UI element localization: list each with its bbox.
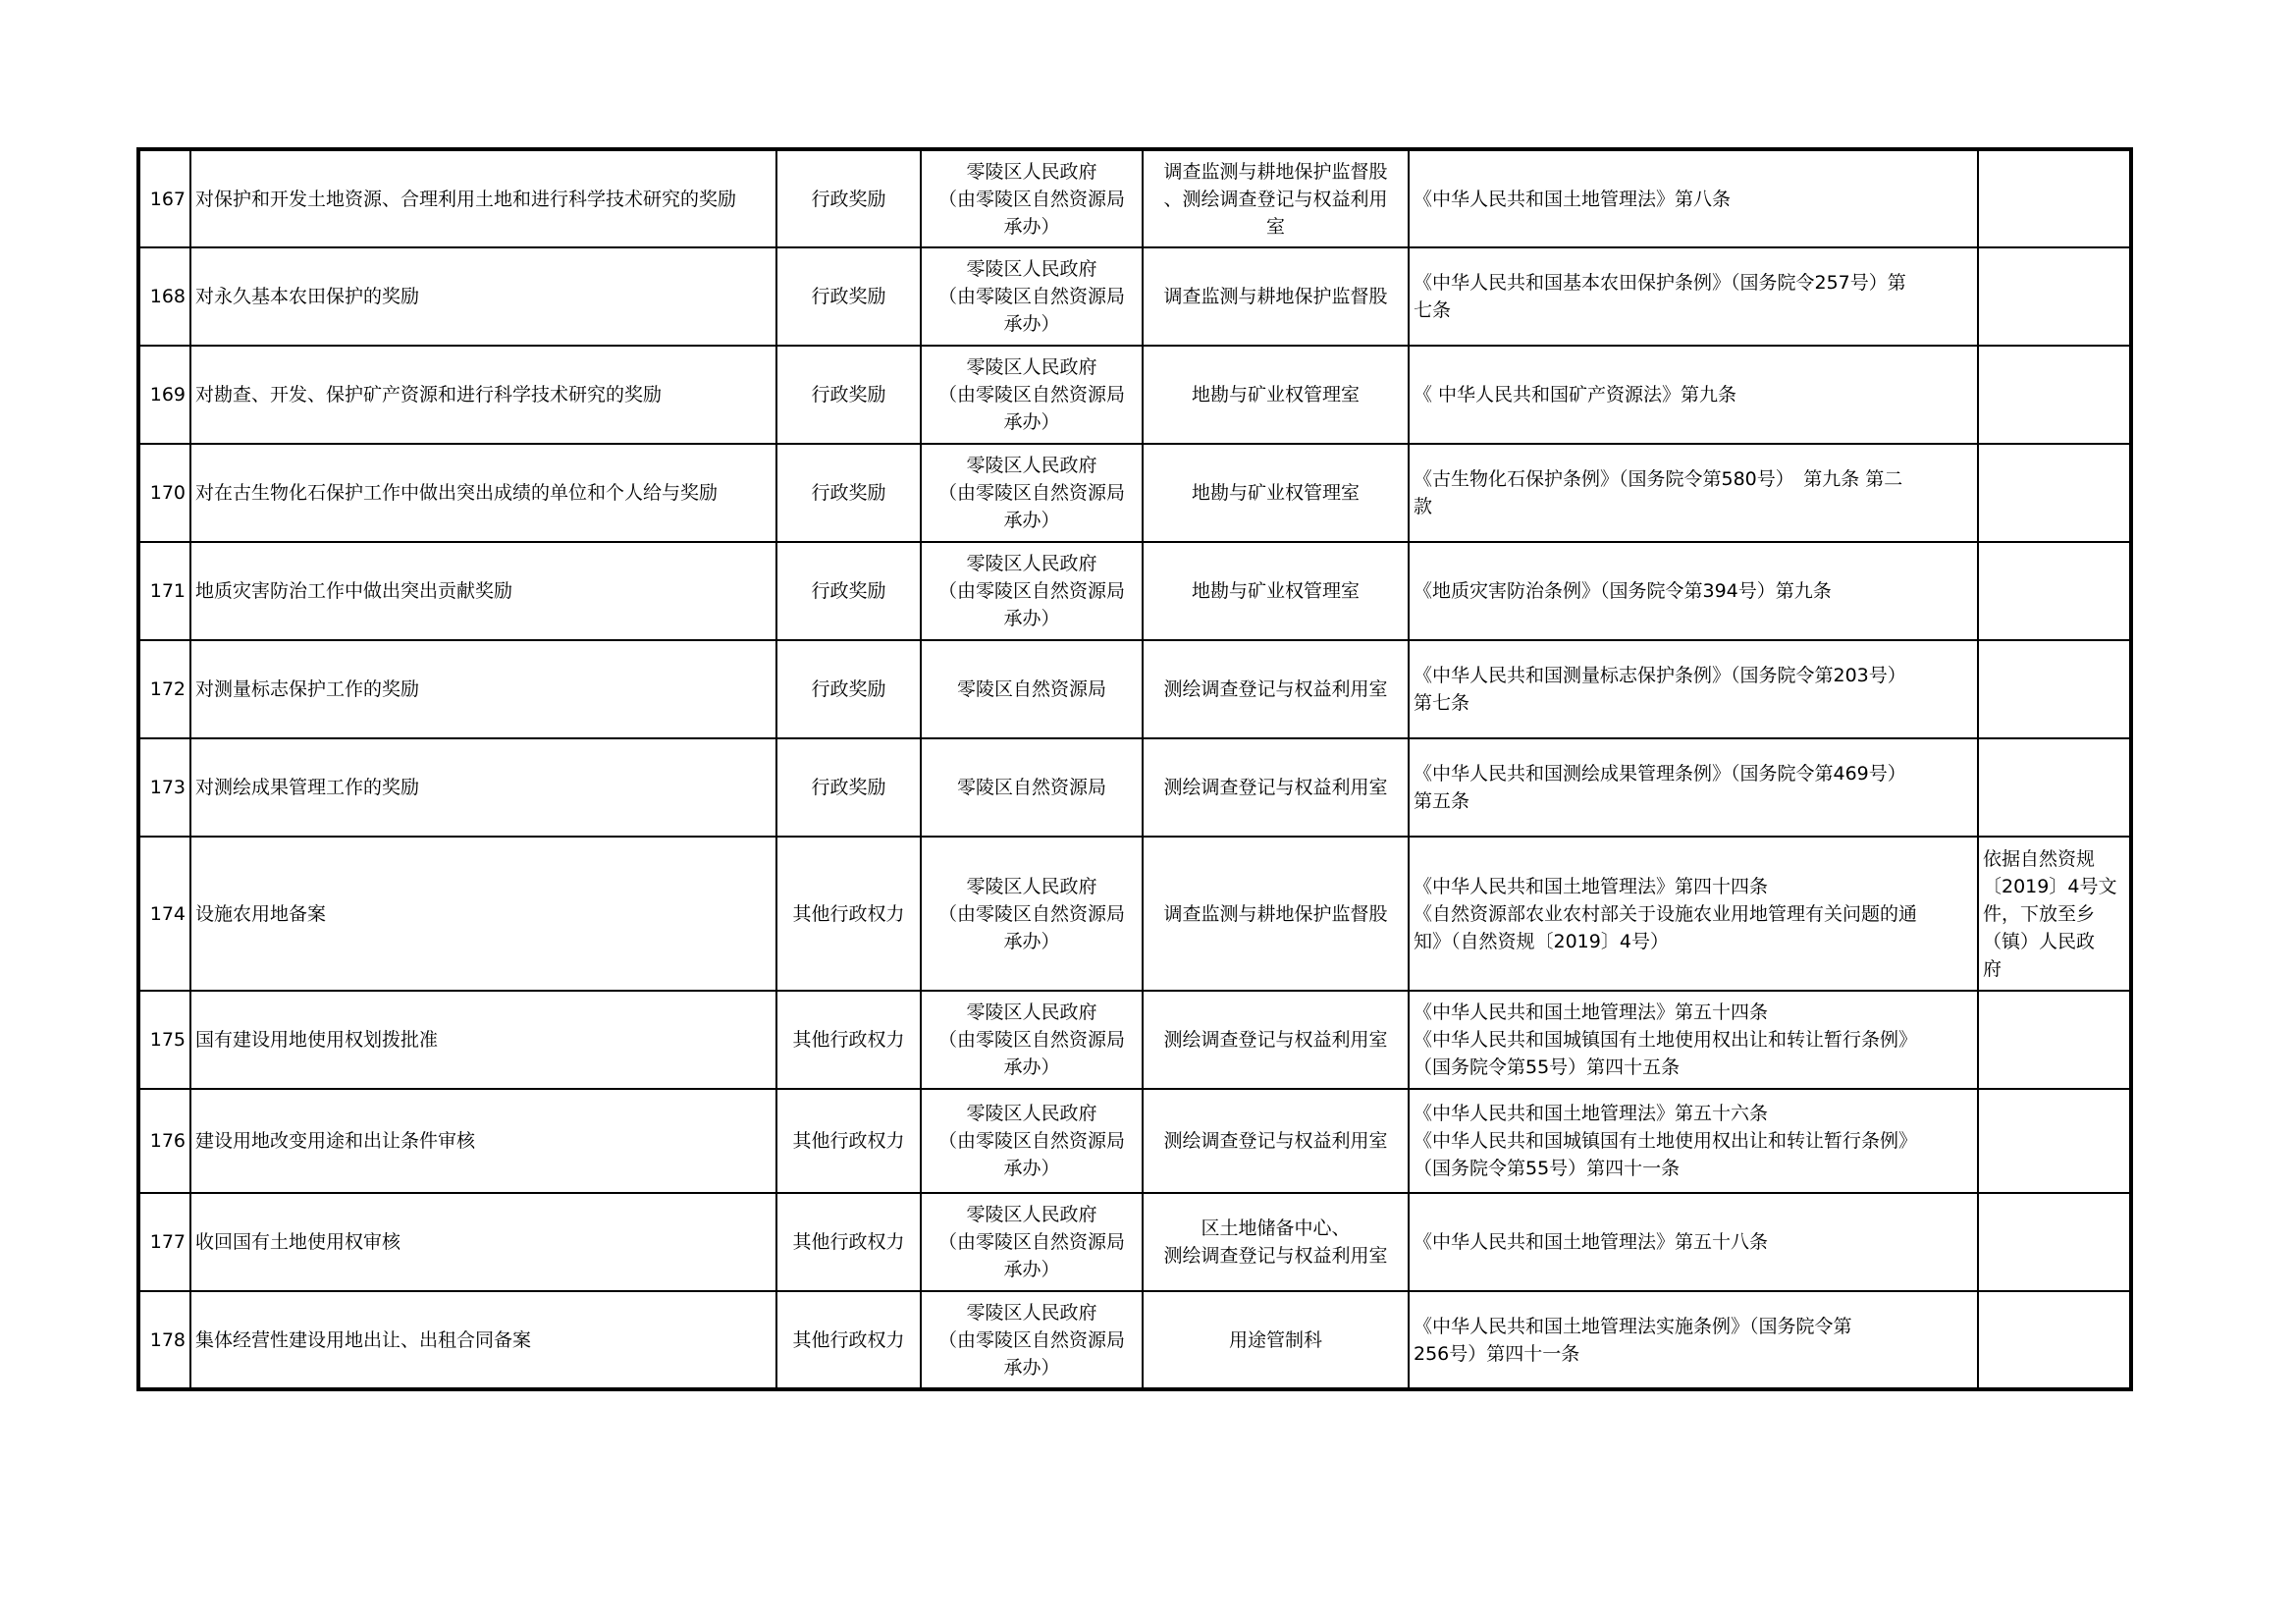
cell-text-line: （国务院令第55号）第四十一条: [1414, 1158, 1681, 1179]
power-type-cell: 行政奖励: [776, 247, 921, 346]
implementing-subject-cell: [921, 738, 1143, 837]
responsible-office-cell: [1143, 542, 1409, 640]
cell-text-line: 承办）: [1003, 930, 1060, 952]
legal-basis-cell: [1409, 837, 1978, 991]
cell-text-line: 《中华人民共和国土地管理法》第五十四条: [1414, 1001, 1769, 1023]
cell-text-line: 《中华人民共和国土地管理法》第四十四条: [1414, 875, 1769, 897]
item-name-cell: 对在古生物化石保护工作中做出突出成绩的单位和个人给与奖励: [190, 444, 776, 542]
table-row: [138, 837, 2131, 991]
item-name-cell: 对勘查、开发、保护矿产资源和进行科学技术研究的奖励: [190, 346, 776, 444]
responsible-office-cell: [1143, 247, 1409, 346]
cell-text-line: （由零陵区自然资源局: [937, 580, 1125, 602]
legal-basis-cell: [1409, 247, 1978, 346]
seq-cell: 176: [138, 1089, 190, 1193]
responsible-office-cell: [1143, 346, 1409, 444]
power-type-cell: 其他行政权力: [776, 991, 921, 1089]
cell-text-line: 《中华人民共和国城镇国有土地使用权出让和转让暂行条例》: [1414, 1130, 1918, 1152]
power-type-cell: 行政奖励: [776, 542, 921, 640]
cell-text-line: 测绘调查登记与权益利用室: [1163, 678, 1388, 700]
cell-text-line: 《中华人民共和国土地管理法》第五十八条: [1414, 1231, 1769, 1253]
cell-text-line: 区土地储备中心、: [1201, 1218, 1351, 1239]
cell-text-line: 《古生物化石保护条例》（国务院令第580号） 第九条 第二: [1414, 468, 1903, 490]
power-type-cell: 行政奖励: [776, 640, 921, 738]
cell-text-line: 调查监测与耕地保护监督股: [1163, 286, 1388, 307]
power-type-cell: 其他行政权力: [776, 837, 921, 991]
power-type-cell: 行政奖励: [776, 149, 921, 247]
table-body: [138, 149, 2131, 1389]
table-row: [138, 738, 2131, 837]
seq-cell: 175: [138, 991, 190, 1089]
cell-text-line: 地勘与矿业权管理室: [1191, 384, 1360, 406]
cell-text-line: 地勘与矿业权管理室: [1191, 580, 1360, 602]
cell-text-line: 零陵区人民政府: [966, 1103, 1097, 1124]
cell-text-line: 、测绘调查登记与权益利用: [1163, 188, 1388, 210]
seq-cell: 173: [138, 738, 190, 837]
remark-cell: [1978, 542, 2131, 640]
seq-cell: 178: [138, 1291, 190, 1389]
cell-text-line: 《中华人民共和国土地管理法实施条例》（国务院令第: [1414, 1315, 1852, 1337]
seq-cell: 172: [138, 640, 190, 738]
power-list-table: [136, 147, 2133, 1391]
cell-text-line: 地勘与矿业权管理室: [1191, 482, 1360, 504]
cell-text-line: 七条: [1414, 299, 1452, 321]
item-name-cell: 对保护和开发土地资源、合理利用土地和进行科学技术研究的奖励: [190, 149, 776, 247]
table-row: [138, 1193, 2131, 1291]
cell-text-line: 承办）: [1003, 1356, 1060, 1379]
power-type-cell: 其他行政权力: [776, 1089, 921, 1193]
remark-cell: [1978, 346, 2131, 444]
cell-text-line: 《中华人民共和国基本农田保护条例》（国务院令257号）第: [1414, 272, 1906, 294]
cell-text-line: （由零陵区自然资源局: [937, 1328, 1125, 1351]
item-name-cell: 对测量标志保护工作的奖励: [190, 640, 776, 738]
cell-text-line: 零陵区人民政府: [966, 258, 1097, 280]
cell-text-line: 调查监测与耕地保护监督股: [1163, 160, 1388, 183]
power-type-cell: 其他行政权力: [776, 1193, 921, 1291]
cell-text-line: 256号）第四十一条: [1414, 1342, 1580, 1365]
power-type-cell: 行政奖励: [776, 738, 921, 837]
seq-cell: 168: [138, 247, 190, 346]
cell-text-line: 零陵区人民政府: [966, 875, 1097, 897]
responsible-office-cell: [1143, 640, 1409, 738]
cell-text-line: 承办）: [1003, 411, 1060, 433]
responsible-office-cell: [1143, 738, 1409, 837]
cell-text-line: 零陵区人民政府: [966, 455, 1097, 476]
cell-text-line: 《中华人民共和国土地管理法》第八条: [1414, 188, 1732, 210]
cell-text-line: 承办）: [1003, 1259, 1060, 1280]
remark-cell: [1978, 149, 2131, 247]
cell-text-line: 测绘调查登记与权益利用室: [1163, 1245, 1388, 1267]
item-name-cell: 地质灾害防治工作中做出突出贡献奖励: [190, 542, 776, 640]
legal-basis-cell: [1409, 1193, 1978, 1291]
table-row: [138, 1089, 2131, 1193]
cell-text-line: 零陵区人民政府: [966, 160, 1097, 183]
cell-text-line: （由零陵区自然资源局: [937, 1029, 1125, 1051]
remark-cell: [1978, 444, 2131, 542]
cell-text-line: 《自然资源部农业农村部关于设施农业用地管理有关问题的通: [1414, 902, 1918, 925]
table-row: [138, 444, 2131, 542]
cell-text-line: 测绘调查登记与权益利用室: [1163, 1029, 1388, 1051]
legal-basis-cell: [1409, 738, 1978, 837]
responsible-office-cell: [1143, 1193, 1409, 1291]
implementing-subject-cell: [921, 1089, 1143, 1193]
cell-text-line: 款: [1414, 496, 1433, 517]
legal-basis-cell: [1409, 149, 1978, 247]
power-type-cell: 其他行政权力: [776, 1291, 921, 1389]
implementing-subject-cell: [921, 444, 1143, 542]
remark-cell: [1978, 738, 2131, 837]
cell-text-line: 用途管制科: [1228, 1328, 1322, 1351]
cell-text-line: 测绘调查登记与权益利用室: [1163, 1130, 1388, 1152]
cell-text-line: 零陵区人民政府: [966, 553, 1097, 574]
implementing-subject-cell: [921, 837, 1143, 991]
legal-basis-cell: [1409, 991, 1978, 1089]
cell-text-line: 件，下放至乡: [1983, 902, 2096, 925]
cell-text-line: 《 中华人民共和国矿产资源法》第九条: [1414, 384, 1737, 406]
seq-cell: 174: [138, 837, 190, 991]
cell-text-line: 《中华人民共和国城镇国有土地使用权出让和转让暂行条例》: [1414, 1029, 1918, 1051]
item-name-cell: 收回国有土地使用权审核: [190, 1193, 776, 1291]
remark-cell: [1978, 640, 2131, 738]
legal-basis-cell: [1409, 1291, 1978, 1389]
implementing-subject-cell: [921, 1291, 1143, 1389]
cell-text-line: 依据自然资规: [1983, 847, 2096, 870]
cell-text-line: （由零陵区自然资源局: [937, 286, 1125, 307]
power-type-cell: 行政奖励: [776, 444, 921, 542]
power-type-cell: 行政奖励: [776, 346, 921, 444]
cell-text-line: 〔2019〕4号文: [1983, 875, 2117, 897]
responsible-office-cell: [1143, 837, 1409, 991]
cell-text-line: （由零陵区自然资源局: [937, 902, 1125, 925]
cell-text-line: 第五条: [1414, 790, 1470, 812]
cell-text-line: 承办）: [1003, 510, 1060, 531]
cell-text-line: 承办）: [1003, 608, 1060, 629]
implementing-subject-cell: [921, 149, 1143, 247]
item-name-cell: 集体经营性建设用地出让、出租合同备案: [190, 1291, 776, 1389]
responsible-office-cell: [1143, 991, 1409, 1089]
table-row: [138, 346, 2131, 444]
cell-text-line: 零陵区人民政府: [966, 356, 1097, 378]
cell-text-line: （镇）人民政: [1983, 930, 2096, 952]
implementing-subject-cell: [921, 1193, 1143, 1291]
cell-text-line: 府: [1983, 957, 2002, 980]
item-name-cell: 国有建设用地使用权划拨批准: [190, 991, 776, 1089]
remark-cell: [1978, 1291, 2131, 1389]
implementing-subject-cell: [921, 346, 1143, 444]
responsible-office-cell: [1143, 1291, 1409, 1389]
implementing-subject-cell: [921, 991, 1143, 1089]
legal-basis-cell: [1409, 346, 1978, 444]
seq-cell: 169: [138, 346, 190, 444]
cell-text-line: 零陵区自然资源局: [956, 678, 1106, 700]
cell-text-line: （由零陵区自然资源局: [937, 1231, 1125, 1253]
item-name-cell: 建设用地改变用途和出让条件审核: [190, 1089, 776, 1193]
item-name-cell: 对永久基本农田保护的奖励: [190, 247, 776, 346]
cell-text-line: 零陵区人民政府: [966, 1301, 1097, 1324]
cell-text-line: 承办）: [1003, 1158, 1060, 1179]
cell-text-line: （由零陵区自然资源局: [937, 482, 1125, 504]
remark-cell: [1978, 247, 2131, 346]
legal-basis-cell: [1409, 1089, 1978, 1193]
item-name-cell: 设施农用地备案: [190, 837, 776, 991]
seq-cell: 170: [138, 444, 190, 542]
cell-text-line: 知》（自然资规〔2019〕4号）: [1414, 930, 1669, 952]
cell-text-line: 《地质灾害防治条例》（国务院令第394号）第九条: [1414, 580, 1832, 602]
table-row: [138, 247, 2131, 346]
cell-text-line: 承办）: [1003, 1056, 1060, 1078]
remark-cell: [1978, 837, 2131, 991]
responsible-office-cell: [1143, 1089, 1409, 1193]
cell-text-line: 承办）: [1003, 313, 1060, 335]
table-row: [138, 991, 2131, 1089]
table-row: [138, 1291, 2131, 1389]
table-row: [138, 149, 2131, 247]
table-row: [138, 640, 2131, 738]
implementing-subject-cell: [921, 247, 1143, 346]
cell-text-line: 第七条: [1414, 692, 1470, 714]
seq-cell: 167: [138, 149, 190, 247]
cell-text-line: （由零陵区自然资源局: [937, 1130, 1125, 1152]
remark-cell: [1978, 991, 2131, 1089]
cell-text-line: （由零陵区自然资源局: [937, 188, 1125, 210]
cell-text-line: （国务院令第55号）第四十五条: [1414, 1056, 1681, 1078]
cell-text-line: 零陵区人民政府: [966, 1001, 1097, 1023]
cell-text-line: （由零陵区自然资源局: [937, 384, 1125, 406]
cell-text-line: 调查监测与耕地保护监督股: [1163, 902, 1388, 925]
table-row: [138, 542, 2131, 640]
seq-cell: 177: [138, 1193, 190, 1291]
cell-text-line: 测绘调查登记与权益利用室: [1163, 777, 1388, 798]
legal-basis-cell: [1409, 444, 1978, 542]
cell-text-line: 《中华人民共和国测绘成果管理条例》（国务院令第469号）: [1414, 763, 1906, 785]
cell-text-line: 承办）: [1003, 215, 1060, 238]
responsible-office-cell: [1143, 444, 1409, 542]
legal-basis-cell: [1409, 640, 1978, 738]
legal-basis-cell: [1409, 542, 1978, 640]
item-name-cell: 对测绘成果管理工作的奖励: [190, 738, 776, 837]
cell-text-line: 零陵区人民政府: [966, 1204, 1097, 1225]
cell-text-line: 室: [1265, 215, 1285, 238]
remark-cell: [1978, 1193, 2131, 1291]
implementing-subject-cell: [921, 640, 1143, 738]
seq-cell: 171: [138, 542, 190, 640]
remark-cell: [1978, 1089, 2131, 1193]
responsible-office-cell: [1143, 149, 1409, 247]
cell-text-line: 零陵区自然资源局: [956, 777, 1106, 798]
cell-text-line: 《中华人民共和国土地管理法》第五十六条: [1414, 1103, 1769, 1124]
implementing-subject-cell: [921, 542, 1143, 640]
cell-text-line: 《中华人民共和国测量标志保护条例》（国务院令第203号）: [1414, 665, 1906, 686]
